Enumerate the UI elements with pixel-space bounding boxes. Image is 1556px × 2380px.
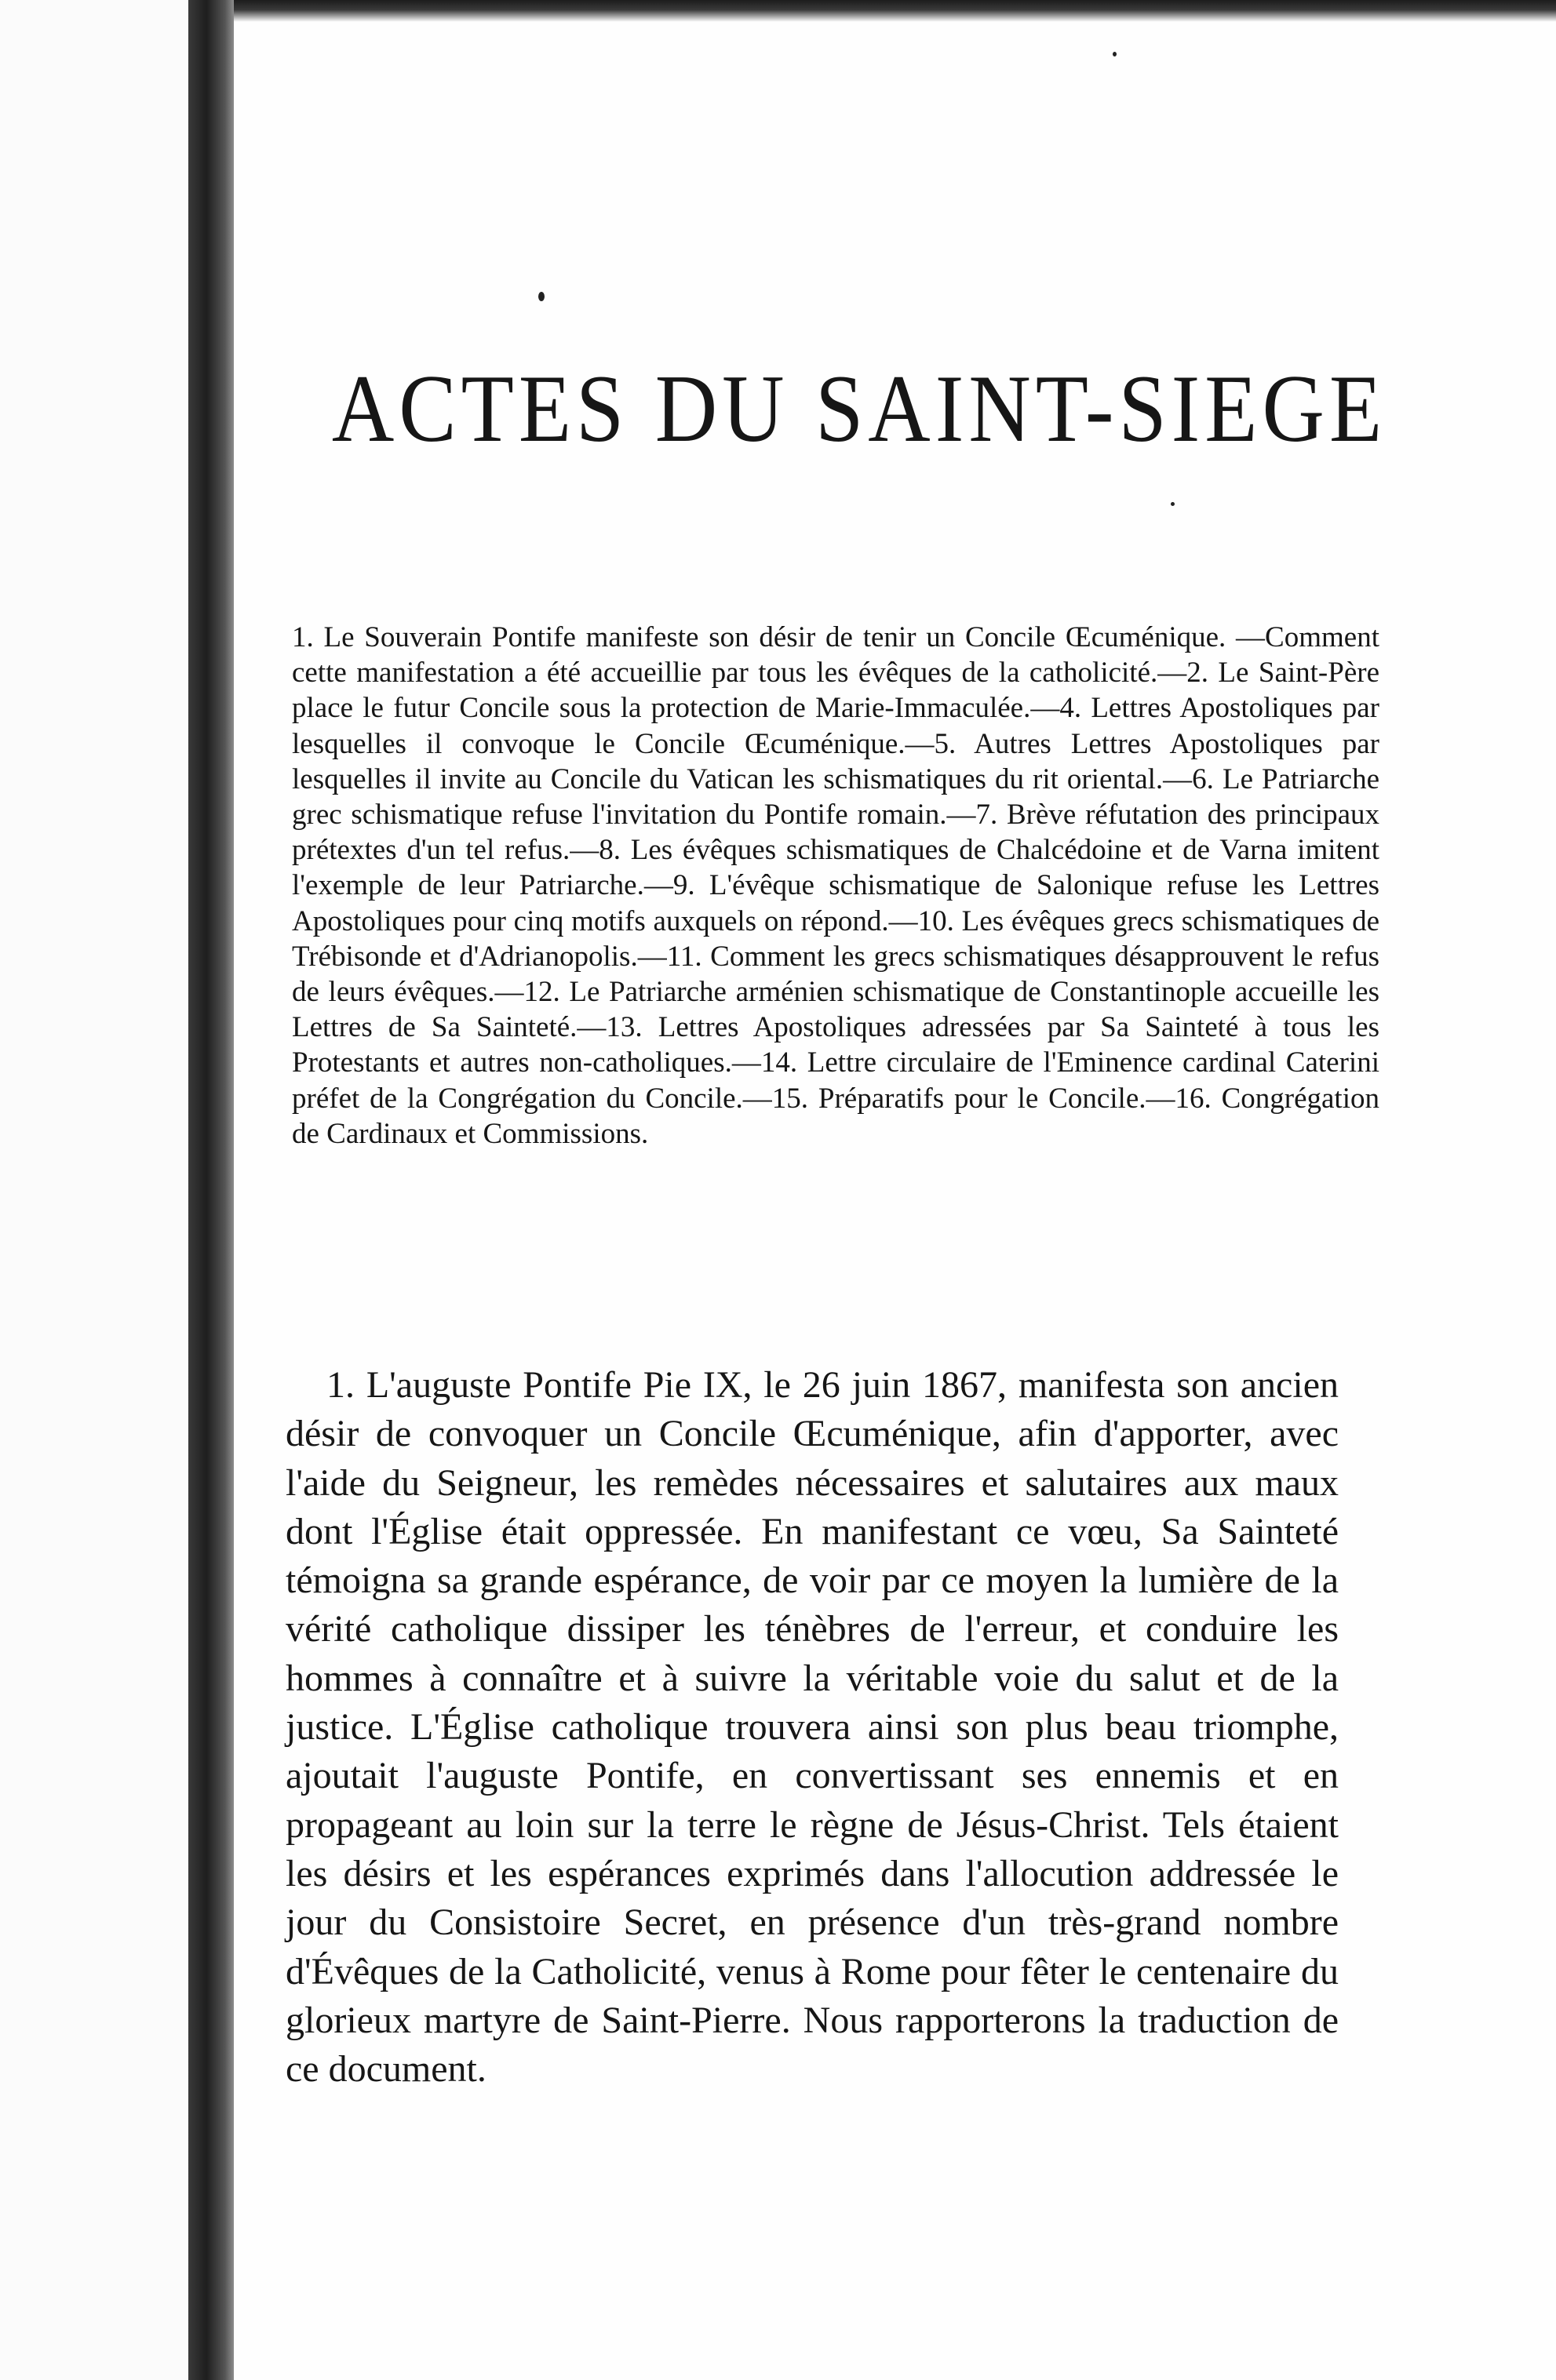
scan-top-edge <box>234 0 1556 22</box>
ink-speck <box>538 292 545 301</box>
scan-left-margin <box>0 0 188 2380</box>
body-paragraph: 1. L'auguste Pontife Pie IX, le 26 juin 1867, manifesta son ancien désir de convoquer un Concile Œcuménique, afin d'apporter, avec l'aide du Seigneur, les remèdes nécessaires et salutaires aux maux dont l'Église était oppressée. En manifestant ce vœu, Sa Sainteté témoigna sa grande espérance, de voir par ce moyen la lumière de la vérité catholique dissiper les ténèbres de l'erreur, et conduire les hommes à connaître et à suivre la véritable voie du salut et de la justice. L'Église catholique trouvera ainsi son plus beau triomphe, ajoutait l'auguste Pontife, en convertissant ses ennemis et en propageant au loin sur la terre le règne de Jésus-Christ. Tels étaient les désirs et les espérances exprimés dans l'allocution addressée le jour du Consistoire Secret, en présence d'un très-grand nombre d'Évêques de la Catholicité, venus à Rome pour fêter le centenaire du glorieux martyre de Saint-Pierre. Nous rapporterons la traduction de ce document. <box>286 1364 1339 2091</box>
ink-speck <box>1113 52 1117 56</box>
book-spine-shadow <box>188 0 234 2380</box>
chapter-summary: 1. Le Souverain Pontife manifeste son désir de tenir un Concile Œcuménique. —Comment cette manifestation a été accueillie par tous les évêques de la catholicité.—2. Le Saint-Père place le futur Concile sous la protection de Marie-Immaculée.—4. Lettres Apostoliques par lesquelles il convoque le Concile Œcuménique.—5. Autres Lettres Apostoliques par lesquelles il invite au Concile du Vatican les schismatiques du rit oriental.—6. Le Patriarche grec schismatique refuse l'invitation du Pontife romain.—7. Brève réfutation des principaux prétextes d'un tel refus.—8. Les évêques schismatiques de Chalcédoine et de Varna imitent l'exemple de leur Patriarche.—9. L'évêque schismatique de Salonique refuse les Lettres Apostoliques pour cinq motifs auxquels on répond.—10. Les évêques grecs schismatiques de Trébisonde et d'Adrianopolis.—11. Comment les grecs schismatiques désapprouvent le refus de leurs évêques.—12. Le Patriarche arménien schismatique de Constantinople accueille les Lettres de Sa Sainteté.—13. Lettres Apostoliques adressées par Sa Sainteté à tous les Protestants et autres non-catholiques.—14. Lettre circulaire de l'Eminence cardinal Caterini préfet de la Congrégation du Concile.—15. Préparatifs pour le Concile.—16. Congrégation de Cardinaux et Commissions. <box>292 621 1379 1150</box>
ink-speck <box>1171 502 1175 506</box>
page-title: ACTES DU SAINT-SIEGE <box>331 355 1387 462</box>
